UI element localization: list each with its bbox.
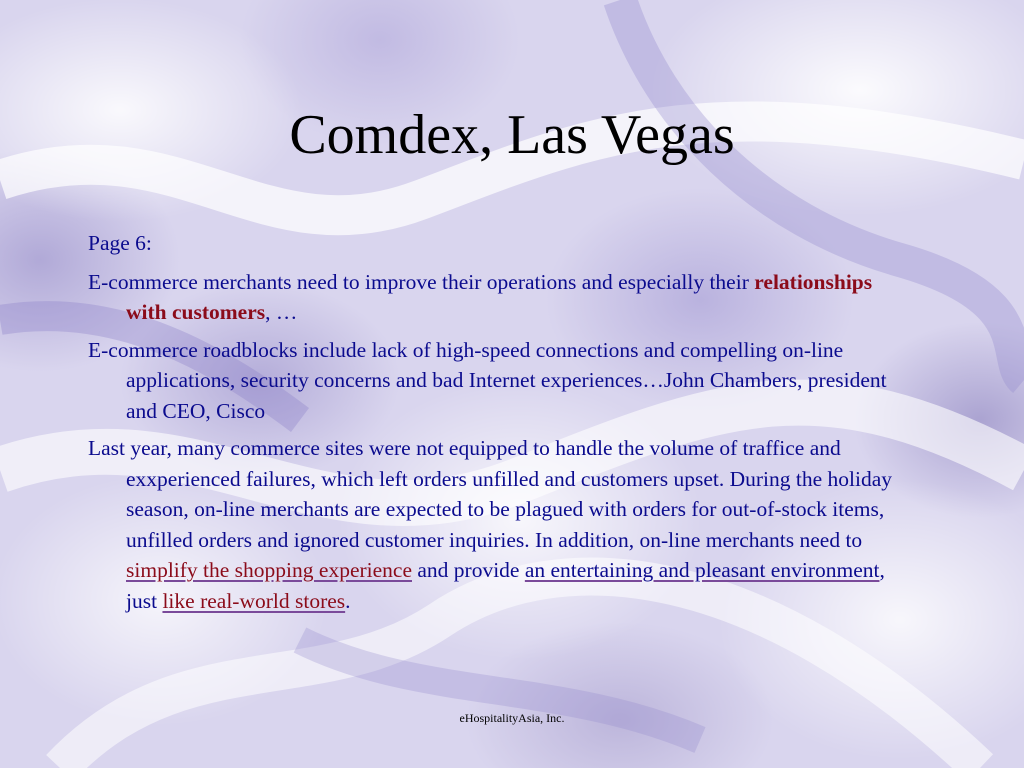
- highlight-relationships: relationships with customers: [126, 269, 873, 324]
- paragraph-text: , just: [126, 558, 885, 613]
- paragraph-text: , …: [265, 300, 298, 324]
- slide-title: Comdex, Las Vegas: [289, 104, 735, 166]
- highlight-simplify: simplify the shopping experience: [126, 558, 412, 582]
- paragraph-text: E-commerce roadblocks include lack of high-speed connections and compelling on-line applications, security concerns and bad Internet experiences…John Chambers, president and CEO, Cisco: [88, 337, 887, 423]
- paragraph-text: and provide: [412, 558, 525, 582]
- paragraph-text: Last year, many commerce sites were not equipped to handle the volume of traffice and exxperienced failures, which left orders unfilled and customers upset. During the holiday season, on-line merchants are expected to be plagued with orders for out-of-stock items, unfilled orders and ignored customer inquiries. In addition, on-line merchants need to: [88, 436, 893, 552]
- paragraph-last-year: [88, 433, 918, 616]
- paragraph-text: .: [345, 588, 351, 613]
- highlight-environment: an entertaining and pleasant environment: [524, 558, 880, 582]
- highlight-real-world-stores: like real-world stores: [162, 588, 346, 613]
- paragraph-roadblocks: [88, 335, 918, 427]
- slide-body: [88, 228, 918, 623]
- paragraph-text: E-commerce merchants need to improve their operations and especially their: [88, 269, 755, 294]
- page-label: Page 6:: [88, 231, 152, 255]
- slide-footer: eHospitalityAsia, Inc.: [459, 711, 565, 725]
- paragraph-merchants: [88, 267, 918, 328]
